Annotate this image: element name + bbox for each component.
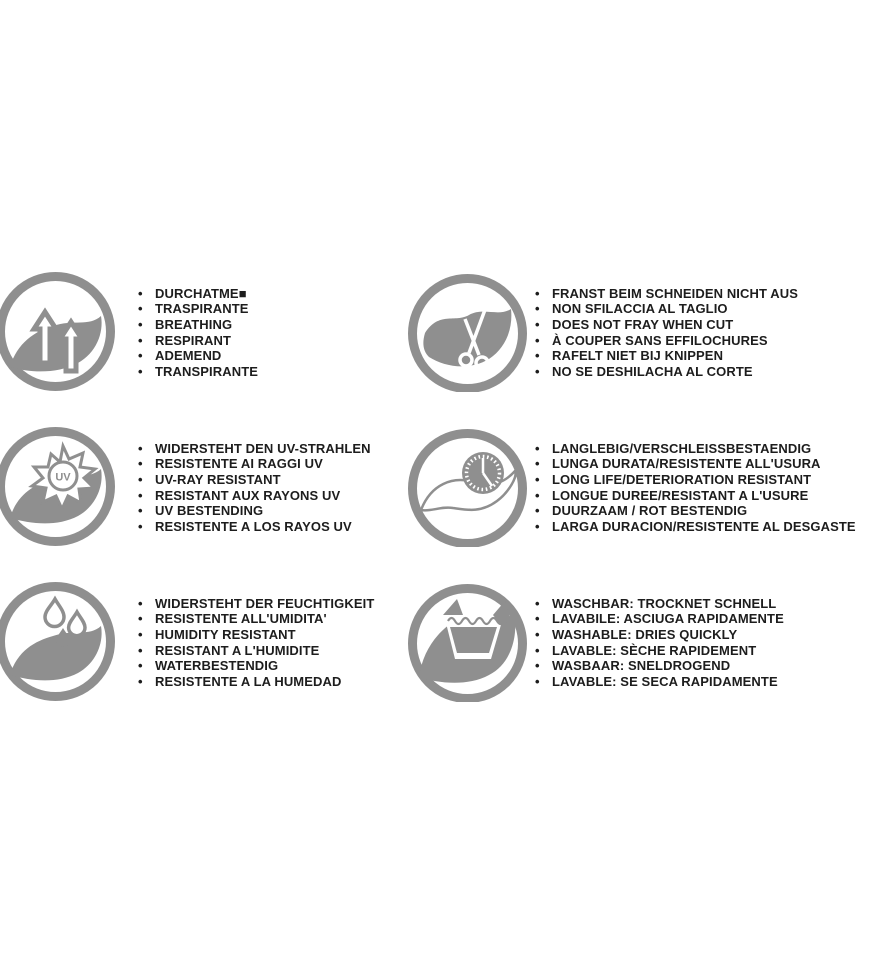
- property-item: • RESISTANT AUX RAYONS UV: [138, 488, 371, 504]
- property-item: • RESPIRANT: [138, 333, 258, 349]
- property-item: • RESISTENTE AI RAGGI UV: [138, 456, 371, 472]
- property-item: • LAVABLE: SE SECA RAPIDAMENTE: [535, 674, 784, 690]
- property-item: • LONG LIFE/DETERIORATION RESISTANT: [535, 472, 856, 488]
- property-item: • LANGLEBIG/VERSCHLEISSBESTAENDIG: [535, 441, 856, 457]
- property-item: • RESISTANT A L'HUMIDITE: [138, 643, 374, 659]
- property-item: • LAVABILE: ASCIUGA RAPIDAMENTE: [535, 611, 784, 627]
- property-item: • WIDERSTEHT DER FEUCHTIGKEIT: [138, 596, 374, 612]
- clock-fabric-icon: [405, 426, 530, 547]
- property-item: • TRANSPIRANTE: [138, 364, 258, 380]
- section-long-life: [400, 426, 870, 547]
- property-item: • RESISTENTE A LOS RAYOS UV: [138, 519, 371, 535]
- property-item: • WATERBESTENDIG: [138, 658, 374, 674]
- water-drops-fabric-icon: [0, 581, 118, 702]
- property-item: • RESISTENTE ALL'UMIDITA': [138, 611, 374, 627]
- property-item: • DOES NOT FRAY WHEN CUT: [535, 317, 798, 333]
- property-item: • LARGA DURACION/RESISTENTE AL DESGASTE: [535, 519, 856, 535]
- property-item: • LONGUE DUREE/RESISTANT A L'USURE: [535, 488, 856, 504]
- section-humidity-resistant: [0, 581, 400, 702]
- property-item: • RAFELT NIET BIJ KNIPPEN: [535, 348, 798, 364]
- scissors-fabric-icon: [405, 271, 530, 392]
- section-breathing: [0, 271, 400, 392]
- property-item: • LAVABLE: SÈCHE RAPIDEMENT: [535, 643, 784, 659]
- uv-label: UV: [55, 471, 71, 484]
- properties-grid: [0, 271, 870, 702]
- property-list: [535, 286, 798, 380]
- section-uv-resistant: [0, 426, 400, 547]
- property-item: • FRANST BEIM SCHNEIDEN NICHT AUS: [535, 286, 798, 302]
- property-item: • HUMIDITY RESISTANT: [138, 627, 374, 643]
- property-item: • WASHABLE: DRIES QUICKLY: [535, 627, 784, 643]
- property-item: • WASCHBAR: TROCKNET SCHNELL: [535, 596, 784, 612]
- property-item: • WIDERSTEHT DEN UV-STRAHLEN: [138, 441, 371, 457]
- property-item: • UV-RAY RESISTANT: [138, 472, 371, 488]
- property-list: [138, 286, 258, 380]
- property-item: • WASBAAR: SNELDROGEND: [535, 658, 784, 674]
- property-list: [138, 596, 374, 690]
- property-item: • DUURZAAM / ROT BESTENDIG: [535, 503, 856, 519]
- property-item: • BREATHING: [138, 317, 258, 333]
- property-item: • LUNGA DURATA/RESISTENTE ALL'USURA: [535, 456, 856, 472]
- property-list: [535, 596, 784, 690]
- property-list: [138, 441, 371, 535]
- breathing-arrows-icon: [0, 271, 118, 392]
- property-list: [535, 441, 856, 535]
- wash-tub-fabric-icon: [405, 581, 530, 702]
- property-item: • ADEMEND: [138, 348, 258, 364]
- property-item: • À COUPER SANS EFFILOCHURES: [535, 333, 798, 349]
- property-item: • NO SE DESHILACHA AL CORTE: [535, 364, 798, 380]
- property-item: • DURCHATME■: [138, 286, 258, 302]
- property-item: • NON SFILACCIA AL TAGLIO: [535, 301, 798, 317]
- section-washable: [400, 581, 870, 702]
- section-does-not-fray: [400, 271, 870, 392]
- property-item: • UV BESTENDING: [138, 503, 371, 519]
- property-item: • TRASPIRANTE: [138, 301, 258, 317]
- property-item: • RESISTENTE A LA HUMEDAD: [138, 674, 374, 690]
- uv-sun-fabric-icon: [0, 426, 118, 547]
